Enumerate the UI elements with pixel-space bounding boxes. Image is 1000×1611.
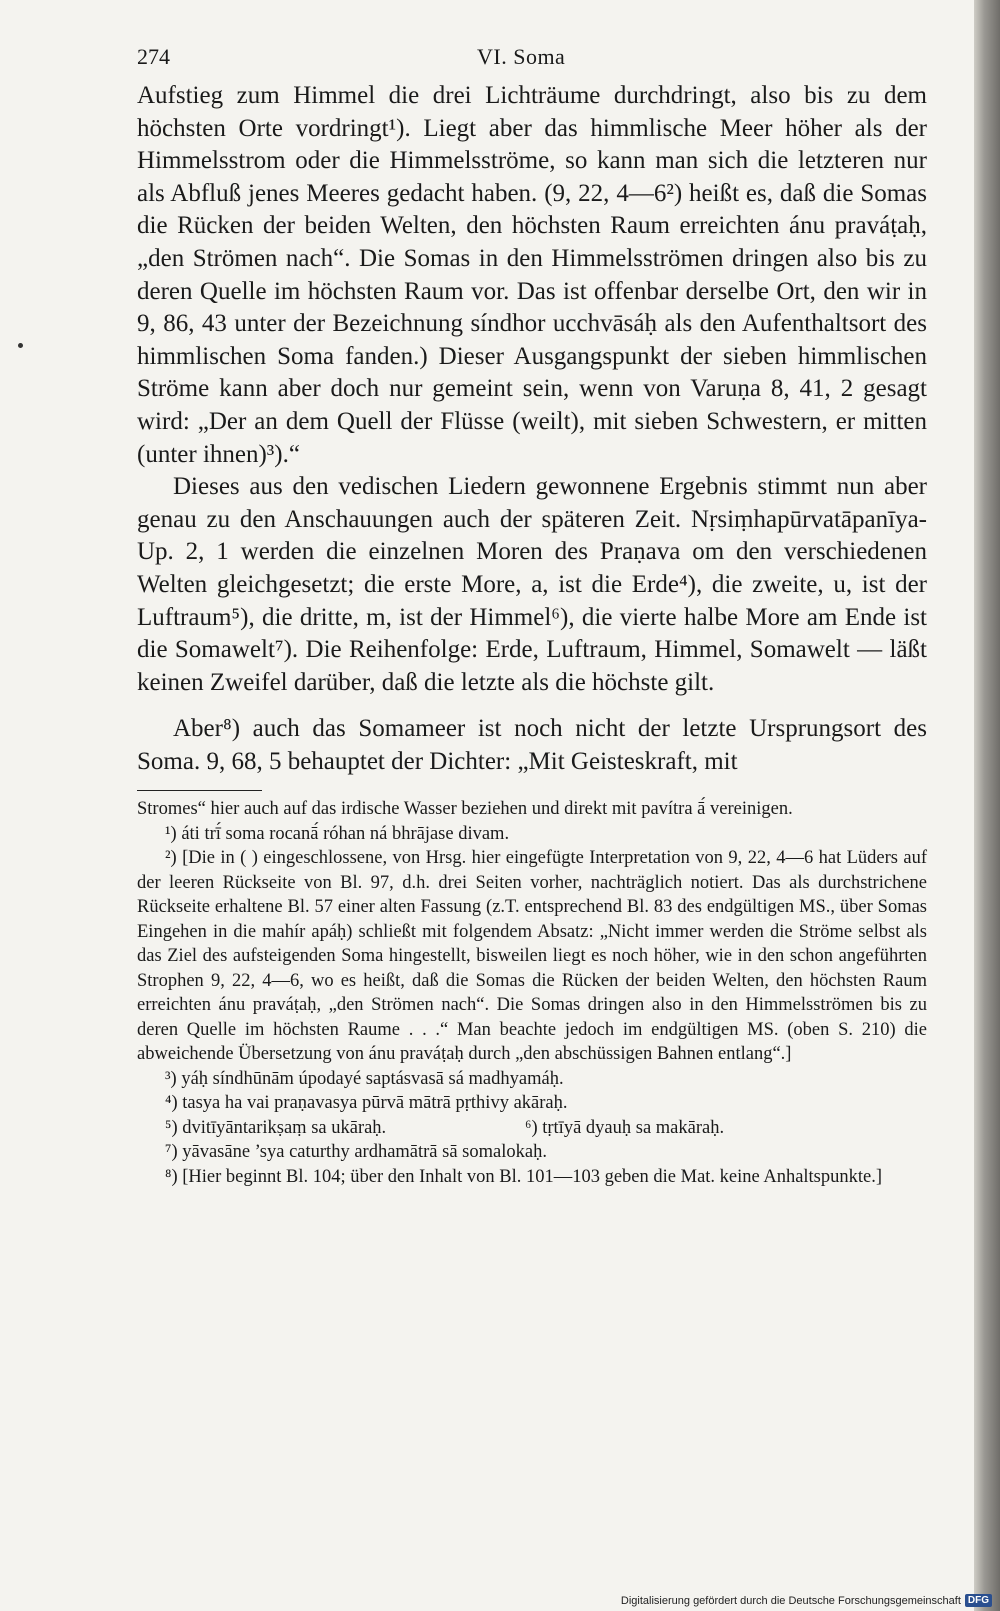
footnotes (137, 797, 927, 1189)
page-number: 274 (137, 44, 170, 69)
margin-mark (18, 343, 23, 348)
footnote: ¹) áti trī́ soma rocanā́ róhan ná bhrājase divam. (165, 823, 510, 844)
document-page (137, 40, 927, 1189)
footnote-continuation: Stromes“ hier auch auf das irdische Wasser beziehen und direkt mit pavítra ā́ vereinigen. (137, 799, 793, 820)
footnote: ²) [Die in ( ) eingeschlossene, von Hrsg. hier eingefügte Interpretation von 9, 22, 4—6 hat Lüders auf der leeren Rückseite von Bl. 97, d.h. drei Seiten vorher, nachträglich notiert. Das als durchstrichene Rückseite erhaltene Bl. 57 einer alten Fassung (z.T. entsprechend Bl. 83 des endgültigen MS., über Somas Eingehen in die mahír apáḥ) schließt mit folgendem Absatz: „Nicht immer werden die Ströme selbst als das Ziel des aufsteigenden Soma hingestellt, bisweilen liegt es noch höher, wie in den schon angeführten Strophen 9, 22, 4—6, wo es heißt, daß die Somas die Rücken der beiden Welten, den höchsten Raum erreichten ánu praváṭaḥ, „den Strömen nach“. Die Somas dringen also in den Himmelsströmen bis zu deren Quelle im höchsten Raume . . .“ Man beachte jedoch im endgültigen MS. (oben S. 210) die abweichende Übersetzung von ánu praváṭaḥ durch „den abschüssigen Bahnen entlang“.] (137, 848, 927, 1065)
paragraph: Aufstieg zum Himmel die drei Lichträume durchdringt, also bis zu dem höchsten Orte vordringt¹). Liegt aber das himmlische Meer höher als der Himmelsstrom oder die Himmelsströme, so kann man sich die letzteren nur als Abfluß jenes Meeres gedacht haben. (9, 22, 4—6²) heißt es, daß die Somas die Rücken der beiden Welten, den höchsten Raum erreichten ánu praváṭaḥ, „den Strömen nach“. Die Somas in den Himmelsströmen dringen also bis zu deren Quelle im höchsten Raum vor. Das ist offenbar derselbe Ort, den wir in 9, 86, 43 unter der Bezeichnung síndhor ucchvāsáḥ als den Aufenthaltsort des himmlischen Soma fanden.) Dieser Ausgangspunkt der sieben himmlischen Ströme kann aber doch nur gemeint sein, wenn von Varuṇa 8, 41, 2 gesagt wird: „Der an dem Quell der Flüsse (weilt), mit sieben Schwestern, er mitten (unter ihnen)³).“ (137, 82, 927, 468)
footnote: ⁷) yāvasāne ’sya caturthy ardhamātrā sā somalokaḥ. (165, 1142, 547, 1163)
section-title: VI. Soma (477, 44, 566, 69)
footnote: ³) yáḥ síndhūnām úpodayé saptásvasā sá madhyamáḥ. (165, 1068, 564, 1089)
footnote-rule (137, 790, 262, 791)
body-text (137, 80, 927, 778)
footnote: ⁶) tṛtīyā dyauḥ sa makāraḥ. (525, 1117, 725, 1138)
scan-page-edge (974, 0, 1000, 1611)
paragraph: Dieses aus den vedischen Liedern gewonnene Ergebnis stimmt nun aber genau zu den Anschauungen auch der späteren Zeit. Nṛsiṃhapūrvatāpanīya-Up. 2, 1 werden die einzelnen Moren des Praṇava om den verschiedenen Welten gleichgesetzt; die erste More, a, ist die Erde⁴), die zweite, u, ist der Luftraum⁵), die dritte, m, ist der Himmel⁶), die vierte halbe More am Ende ist die Somawelt⁷). Die Reihenfolge: Erde, Luftraum, Himmel, Somawelt — läßt keinen Zweifel darüber, daß die letzte als die höchste gilt. (137, 473, 927, 696)
footnote: ⁸) [Hier beginnt Bl. 104; über den Inhalt von Bl. 101—103 geben die Mat. keine Anhaltspunkte.] (165, 1166, 883, 1187)
footnote: ⁵) dvitīyāntarikṣaṃ sa ukāraḥ. (165, 1117, 387, 1138)
paragraph: Aber⁸) auch das Somameer ist noch nicht der letzte Ursprungsort des Soma. 9, 68, 5 behauptet der Dichter: „Mit Geisteskraft, mit (137, 715, 927, 775)
footnote: ⁴) tasya ha vai praṇavasya pūrvā mātrā pṛthivy akāraḥ. (165, 1093, 568, 1114)
footnote-pair (137, 1116, 927, 1141)
credit-text: Digitalisierung gefördert durch die Deutsche Forschungsgemeinschaft (620, 1594, 961, 1607)
running-head (137, 40, 927, 80)
digitization-credit (621, 1594, 992, 1607)
dfg-logo-icon: DFG (965, 1594, 992, 1607)
